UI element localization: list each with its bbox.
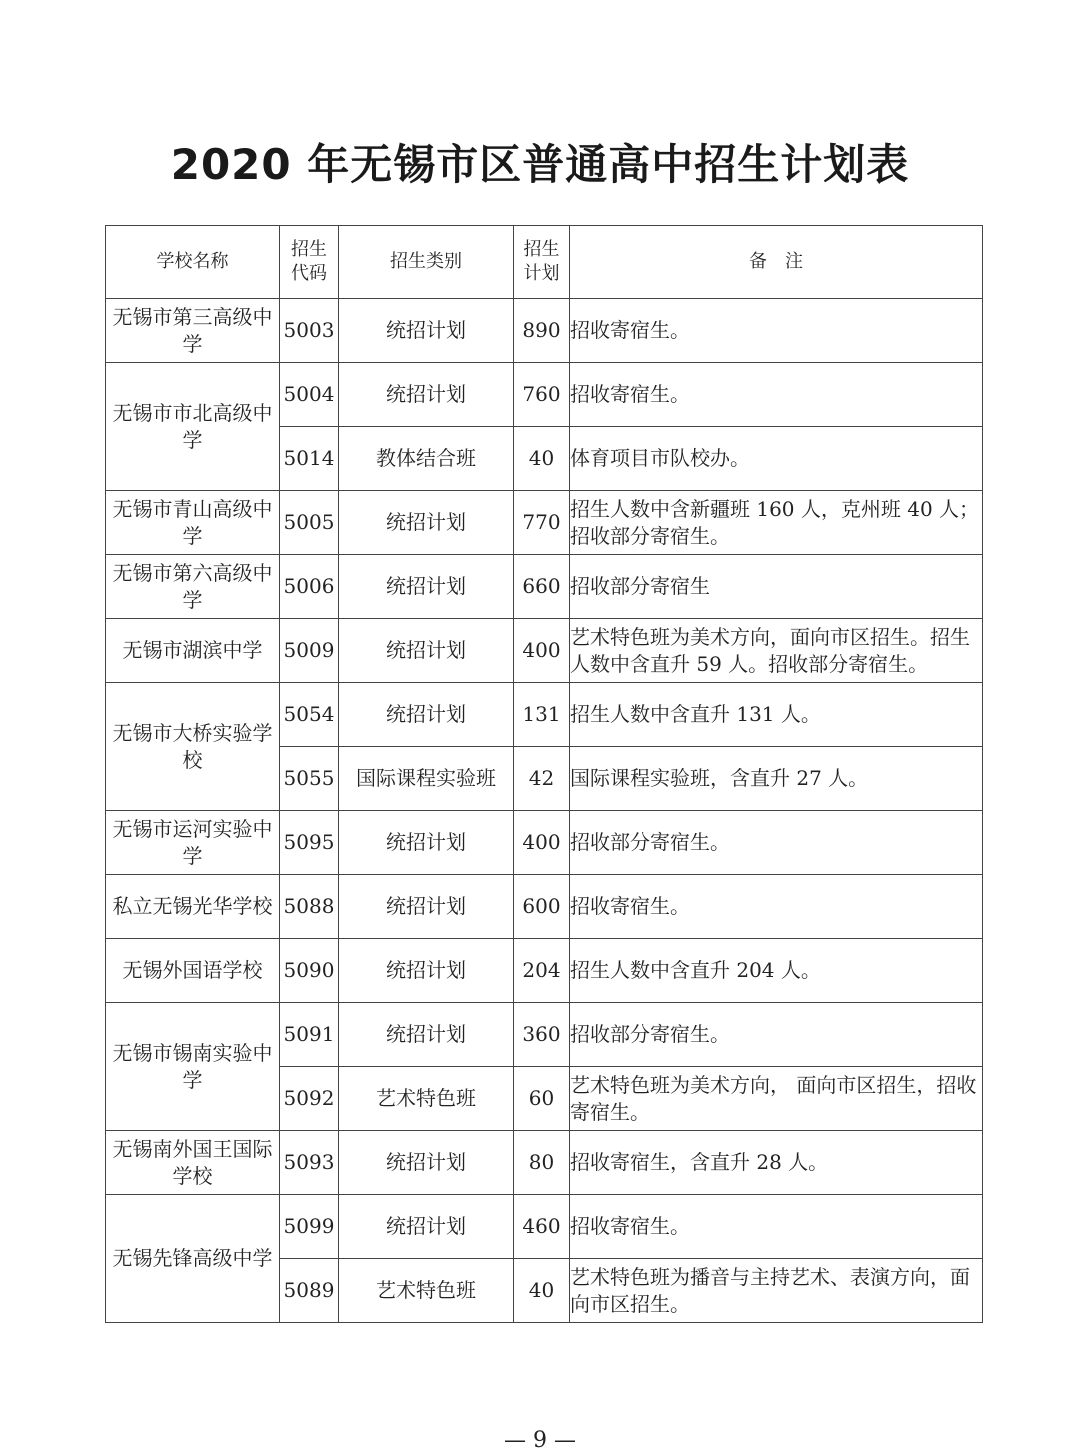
header-school-name: 学校名称 xyxy=(106,226,280,299)
table-row xyxy=(106,491,983,555)
school-name-cell: 无锡市市北高级中学 xyxy=(106,363,280,491)
code-cell: 5004 xyxy=(280,363,339,427)
code-cell: 5099 xyxy=(280,1195,339,1259)
type-cell: 统招计划 xyxy=(339,363,514,427)
table-row xyxy=(106,299,983,363)
code-cell: 5005 xyxy=(280,491,339,555)
type-cell: 统招计划 xyxy=(339,683,514,747)
note-cell: 艺术特色班为美术方向，面向市区招生。招生人数中含直升 59 人。招收部分寄宿生。 xyxy=(570,619,983,683)
count-cell: 600 xyxy=(514,875,570,939)
count-cell: 360 xyxy=(514,1003,570,1067)
school-name-cell: 无锡市锡南实验中学 xyxy=(106,1003,280,1131)
note-cell: 招收寄宿生。 xyxy=(570,299,983,363)
table-row xyxy=(106,939,983,1003)
note-cell: 国际课程实验班，含直升 27 人。 xyxy=(570,747,983,811)
type-cell: 统招计划 xyxy=(339,555,514,619)
code-cell: 5093 xyxy=(280,1131,339,1195)
table-row xyxy=(106,363,983,427)
count-cell: 760 xyxy=(514,363,570,427)
code-cell: 5009 xyxy=(280,619,339,683)
school-name-cell: 私立无锡光华学校 xyxy=(106,875,280,939)
count-cell: 80 xyxy=(514,1131,570,1195)
note-cell: 招生人数中含直升 131 人。 xyxy=(570,683,983,747)
code-cell: 5054 xyxy=(280,683,339,747)
type-cell: 统招计划 xyxy=(339,875,514,939)
type-cell: 统招计划 xyxy=(339,1003,514,1067)
type-cell: 统招计划 xyxy=(339,811,514,875)
header-notes: 备 注 xyxy=(570,226,983,299)
header-enrollment-code: 招生 代码 xyxy=(280,226,339,299)
note-cell: 招收部分寄宿生。 xyxy=(570,811,983,875)
table-row xyxy=(106,1003,983,1067)
count-cell: 770 xyxy=(514,491,570,555)
table-row xyxy=(106,811,983,875)
type-cell: 艺术特色班 xyxy=(339,1067,514,1131)
type-cell: 统招计划 xyxy=(339,299,514,363)
table-row xyxy=(106,1131,983,1195)
code-cell: 5090 xyxy=(280,939,339,1003)
count-cell: 400 xyxy=(514,619,570,683)
code-cell: 5006 xyxy=(280,555,339,619)
code-cell: 5014 xyxy=(280,427,339,491)
note-cell: 招收部分寄宿生。 xyxy=(570,1003,983,1067)
type-cell: 国际课程实验班 xyxy=(339,747,514,811)
count-cell: 400 xyxy=(514,811,570,875)
note-cell: 招收部分寄宿生 xyxy=(570,555,983,619)
note-cell: 招生人数中含新疆班 160 人，克州班 40 人；招收部分寄宿生。 xyxy=(570,491,983,555)
table-row xyxy=(106,555,983,619)
school-name-cell: 无锡先锋高级中学 xyxy=(106,1195,280,1323)
type-cell: 统招计划 xyxy=(339,1131,514,1195)
type-cell: 统招计划 xyxy=(339,1195,514,1259)
count-cell: 40 xyxy=(514,427,570,491)
school-name-cell: 无锡市青山高级中学 xyxy=(106,491,280,555)
count-cell: 131 xyxy=(514,683,570,747)
school-name-cell: 无锡市运河实验中学 xyxy=(106,811,280,875)
note-cell: 招收寄宿生。 xyxy=(570,1195,983,1259)
code-cell: 5089 xyxy=(280,1259,339,1323)
school-name-cell: 无锡市湖滨中学 xyxy=(106,619,280,683)
note-cell: 招收寄宿生。 xyxy=(570,875,983,939)
school-name-cell: 无锡市大桥实验学校 xyxy=(106,683,280,811)
table-row xyxy=(106,875,983,939)
school-name-cell: 无锡市第六高级中学 xyxy=(106,555,280,619)
page-number: — 9 — xyxy=(504,1428,576,1453)
count-cell: 60 xyxy=(514,1067,570,1131)
school-name-cell: 无锡外国语学校 xyxy=(106,939,280,1003)
count-cell: 42 xyxy=(514,747,570,811)
note-cell: 招生人数中含直升 204 人。 xyxy=(570,939,983,1003)
type-cell: 教体结合班 xyxy=(339,427,514,491)
type-cell: 统招计划 xyxy=(339,491,514,555)
code-cell: 5003 xyxy=(280,299,339,363)
note-cell: 体育项目市队校办。 xyxy=(570,427,983,491)
header-enrollment-count: 招生 计划 xyxy=(514,226,570,299)
type-cell: 艺术特色班 xyxy=(339,1259,514,1323)
table-row xyxy=(106,1195,983,1259)
count-cell: 204 xyxy=(514,939,570,1003)
header-enrollment-type: 招生类别 xyxy=(339,226,514,299)
enrollment-plan-table xyxy=(105,225,983,1323)
code-cell: 5088 xyxy=(280,875,339,939)
page-title: 2020 年无锡市区普通高中招生计划表 xyxy=(170,140,910,189)
code-cell: 5091 xyxy=(280,1003,339,1067)
table-row xyxy=(106,683,983,747)
note-cell: 艺术特色班为播音与主持艺术、表演方向，面向市区招生。 xyxy=(570,1259,983,1323)
code-cell: 5092 xyxy=(280,1067,339,1131)
note-cell: 招收寄宿生。 xyxy=(570,363,983,427)
count-cell: 460 xyxy=(514,1195,570,1259)
count-cell: 40 xyxy=(514,1259,570,1323)
type-cell: 统招计划 xyxy=(339,939,514,1003)
type-cell: 统招计划 xyxy=(339,619,514,683)
count-cell: 890 xyxy=(514,299,570,363)
school-name-cell: 无锡市第三高级中学 xyxy=(106,299,280,363)
table-row xyxy=(106,619,983,683)
count-cell: 660 xyxy=(514,555,570,619)
note-cell: 招收寄宿生，含直升 28 人。 xyxy=(570,1131,983,1195)
code-cell: 5095 xyxy=(280,811,339,875)
school-name-cell: 无锡南外国王国际学校 xyxy=(106,1131,280,1195)
code-cell: 5055 xyxy=(280,747,339,811)
table-header-row xyxy=(106,226,983,299)
note-cell: 艺术特色班为美术方向， 面向市区招生，招收寄宿生。 xyxy=(570,1067,983,1131)
